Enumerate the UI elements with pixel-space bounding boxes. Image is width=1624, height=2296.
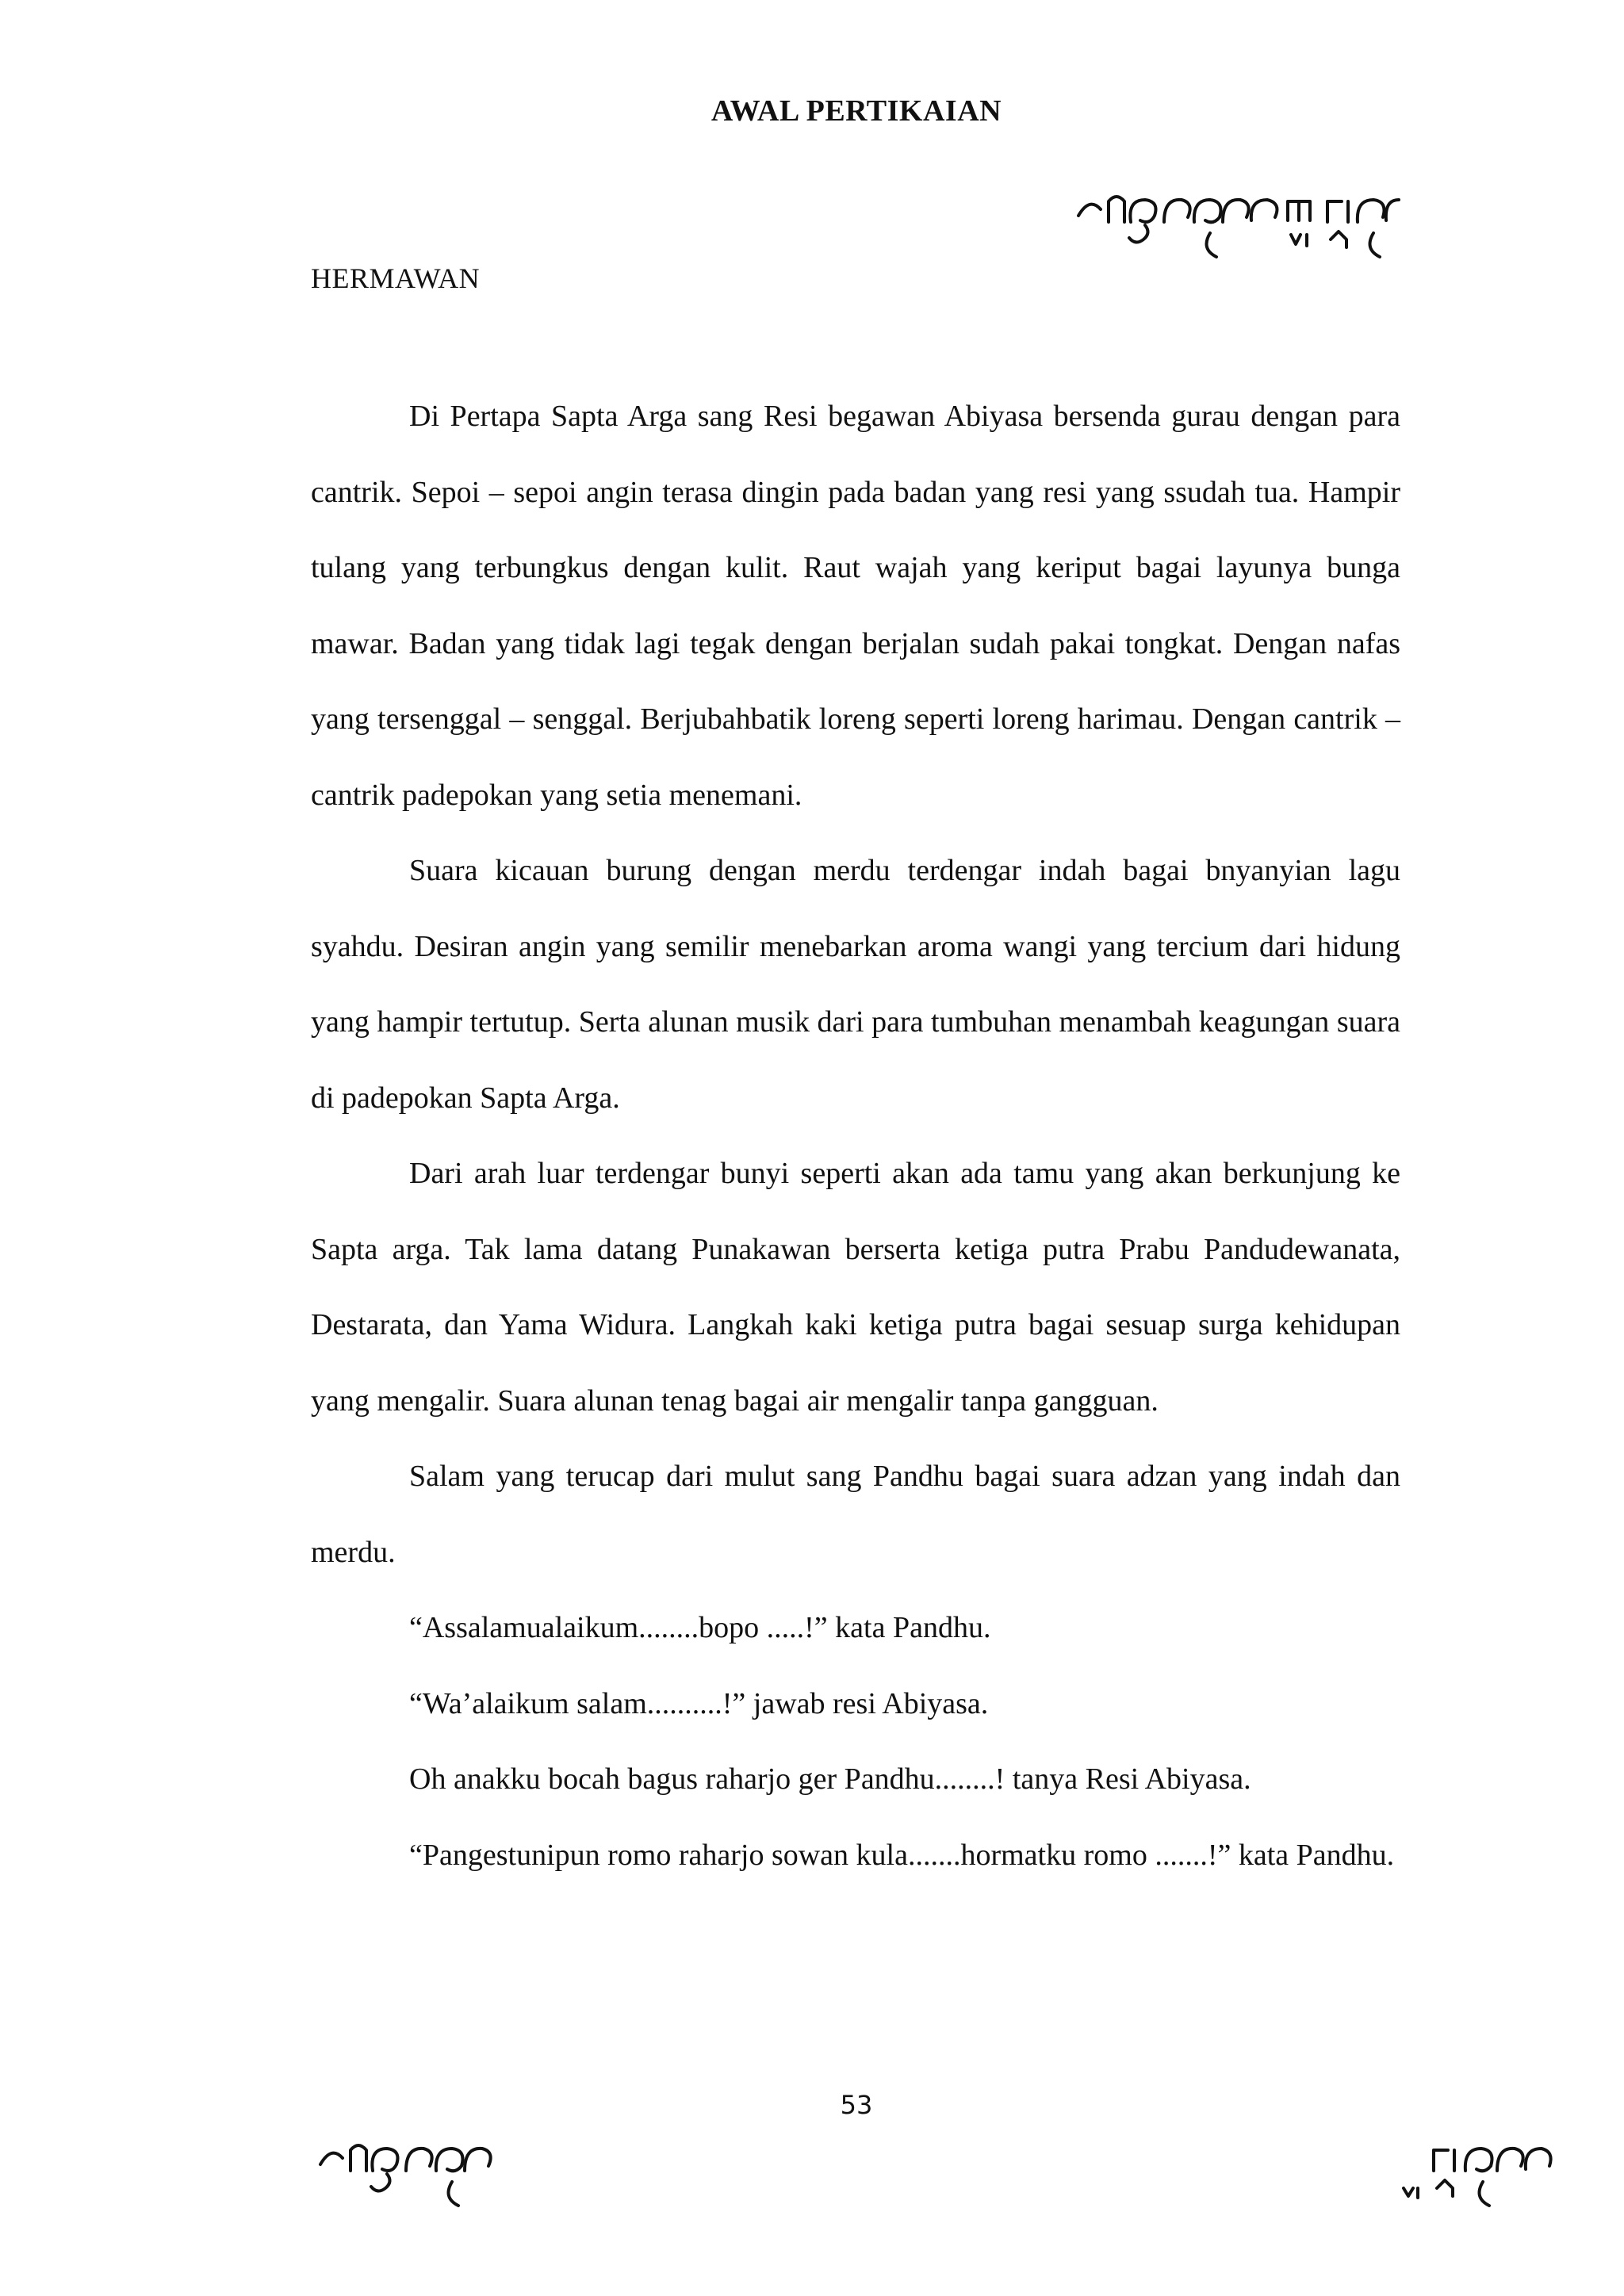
paragraph: Dari arah luar terdengar bunyi seperti akan ada tamu yang akan berkunjung ke Sapta arga. Tak lama datang Punakawan berserta ketiga putra Prabu Pandudewanata, Destarata, dan Yama Widura. Langkah kaki ketiga putra bagai sesuap surga kehidupan yang mengalir. Suara alunan tenag bagai air mengalir tanpa gangguan.: [311, 1157, 1400, 1418]
paragraph: Salam yang terucap dari mulut sang Pandhu bagai suara adzan yang indah dan merdu.: [311, 1460, 1400, 1569]
paragraph: “Assalamualaikum........bopo .....!” kata Pandhu.: [409, 1611, 991, 1644]
paragraph: Di Pertapa Sapta Arga sang Resi begawan Abiyasa bersenda gurau dengan para cantrik. Sepoi – sepoi angin terasa dingin pada badan yang resi yang ssudah tua. Hampir tulang yang terbungkus dengan kulit. Raut wajah yang keriput bagai layunya bunga mawar. Badan yang tidak lagi tegak dengan berjalan sudah pakai tongkat. Dengan nafas yang tersenggal – senggal. Berjubahbatik loreng seperti loreng harimau. Dengan cantrik – cantrik padepokan yang setia menemani.: [311, 400, 1400, 812]
author-name: HERMAWAN: [311, 262, 481, 294]
page-title: AWAL PERTIKAIAN: [710, 94, 1002, 128]
page-number: 53: [840, 2090, 873, 2120]
paragraph: “Pangestunipun romo raharjo sowan kula.......hormatku romo .......!” kata Pandhu.: [409, 1838, 1395, 1872]
footer-left-javanese-script-icon: [317, 2133, 508, 2212]
paragraph: “Wa’alaikum salam..........!” jawab resi Abiyasa.: [409, 1686, 989, 1720]
body-text: [311, 379, 1400, 1893]
paragraph: Oh anakku bocah bagus raharjo ger Pandhu........! tanya Resi Abiyasa.: [409, 1762, 1251, 1796]
header-javanese-script-icon: [1075, 184, 1400, 263]
paragraph: Suara kicauan burung dengan merdu terdengar indah bagai bnyanyian lagu syahdu. Desiran angin yang semilir menebarkan aroma wangi yang tercium dari hidung yang hampir tertutup. Serta alunan musik dari para tumbuhan menambah keagungan suara di padepokan Sapta Arga.: [311, 854, 1400, 1115]
footer-right-javanese-script-icon: [1400, 2133, 1559, 2212]
